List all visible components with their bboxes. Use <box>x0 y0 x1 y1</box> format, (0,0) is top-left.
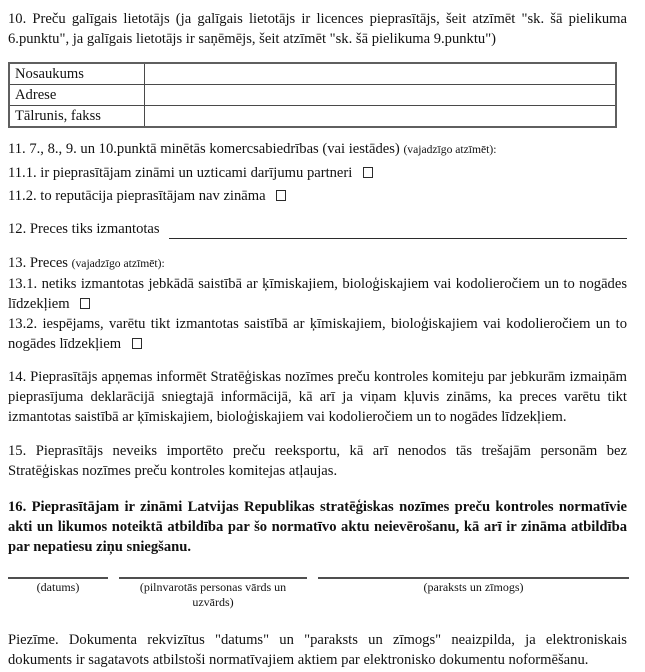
checkbox-11-1[interactable] <box>363 167 373 178</box>
signature-block <box>8 577 629 610</box>
clause-13 <box>8 253 627 274</box>
clause-10 <box>8 9 627 49</box>
checkbox-13-2[interactable] <box>132 338 142 349</box>
checkbox-11-2[interactable] <box>276 190 286 201</box>
clause-11-2 <box>8 186 627 206</box>
clause-13-1 <box>8 274 627 314</box>
footnote-text: Piezīme. Dokumenta rekvizītus "datums" un "paraksts un zīmogs" neaizpilda, ja elektroniskais dokuments ir sagatavots atbilstoši normatīvajiem aktiem par elektronisko dokumentu noformēšanu. <box>8 632 627 668</box>
table-label-talrunis: Tālrunis, fakss <box>9 106 144 128</box>
signature-persona-line[interactable] <box>119 577 307 579</box>
clause-15 <box>8 441 627 481</box>
table-value-nosaukums[interactable] <box>144 63 616 85</box>
clause-12-text: 12. Preces tiks izmantotas <box>8 221 160 237</box>
checkbox-13-1[interactable] <box>80 298 90 309</box>
clause-11-1 <box>8 163 627 183</box>
table-value-adrese[interactable] <box>144 85 616 106</box>
signature-datums <box>8 577 108 610</box>
clause-12 <box>8 219 627 239</box>
table-value-talrunis[interactable] <box>144 106 616 128</box>
clause-14 <box>8 367 627 427</box>
clause-11-note: (vajadzīgo atzīmēt): <box>403 143 497 156</box>
signature-paraksts <box>318 577 629 610</box>
table-row-talrunis <box>9 106 616 128</box>
end-user-table <box>8 62 617 128</box>
footnote <box>8 630 627 670</box>
signature-paraksts-line[interactable] <box>318 577 629 579</box>
clause-12-blank-line[interactable] <box>169 223 627 239</box>
table-row-adrese <box>9 85 616 106</box>
signature-datums-label: (datums) <box>36 580 80 594</box>
clause-15-text: 15. Pieprasītājs neveiks importēto preču reeksportu, kā arī nenodos tās trešajām personām bez Stratēģiskas nozīmes preču kontroles komitejas atļaujas. <box>8 443 627 479</box>
clause-11-text: 11. 7., 8., 9. un 10.punktā minētās komercsabiedrības (vai iestādes) <box>8 141 400 157</box>
clause-16-text: 16. Pieprasītājam ir zināmi Latvijas Republikas stratēģiskas nozīmes preču kontroles normatīvie akti un likumos noteiktā atbildība par šo normatīvo aktu neievērošanu, kā arī ir zināma atbildība par nepatiesu ziņu sniegšanu. <box>8 499 627 555</box>
table-row-nosaukums <box>9 63 616 85</box>
clause-10-text: 10. Preču galīgais lietotājs (ja galīgais lietotājs ir licences pieprasītājs, šeit atzīmēt "sk. šā pielikuma 6.punktu", ja galīgais lietotājs ir saņēmējs, šeit atzīmēt "sk. šā pielikuma 9.punktu") <box>8 11 627 47</box>
clause-13-2 <box>8 314 627 354</box>
clause-16 <box>8 497 627 557</box>
clause-13-text: 13. Preces <box>8 255 68 271</box>
signature-persona-label: (pilnvarotās personas vārds un uzvārds) <box>139 580 287 609</box>
signature-persona <box>119 577 307 610</box>
clause-14-text: 14. Pieprasītājs apņemas informēt Stratēģiskas nozīmes preču kontroles komiteju par jebkurām izmaiņām pieprasījuma deklarācijā sniegtajā informācijā, kā arī ja viņam kļuvis zināms, ka preces varētu tikt izmantotas saistībā ar ķīmiskajiem, bioloģiskajiem vai kodolieročiem un to nogādes līdzekļiem. <box>8 369 627 425</box>
clause-11-1-text: 11.1. ir pieprasītājam zināmi un uzticami darījumu partneri <box>8 165 353 181</box>
clause-11 <box>8 139 627 160</box>
clause-13-note: (vajadzīgo atzīmēt): <box>71 257 165 270</box>
clause-13-2-text: 13.2. iespējams, varētu tikt izmantotas saistībā ar ķīmiskajiem, bioloģiskajiem vai kodolieročiem un to nogādes līdzekļiem <box>8 316 627 352</box>
signature-datums-line[interactable] <box>8 577 108 579</box>
clause-11-2-text: 11.2. to reputācija pieprasītājam nav zināma <box>8 188 266 204</box>
table-label-nosaukums: Nosaukums <box>9 63 144 85</box>
signature-paraksts-label: (paraksts un zīmogs) <box>423 580 524 594</box>
clause-13-1-text: 13.1. netiks izmantotas jebkādā saistībā ar ķīmiskajiem, bioloģiskajiem vai kodolieročiem un to nogādes līdzekļiem <box>8 276 627 312</box>
table-label-adrese: Adrese <box>9 85 144 106</box>
